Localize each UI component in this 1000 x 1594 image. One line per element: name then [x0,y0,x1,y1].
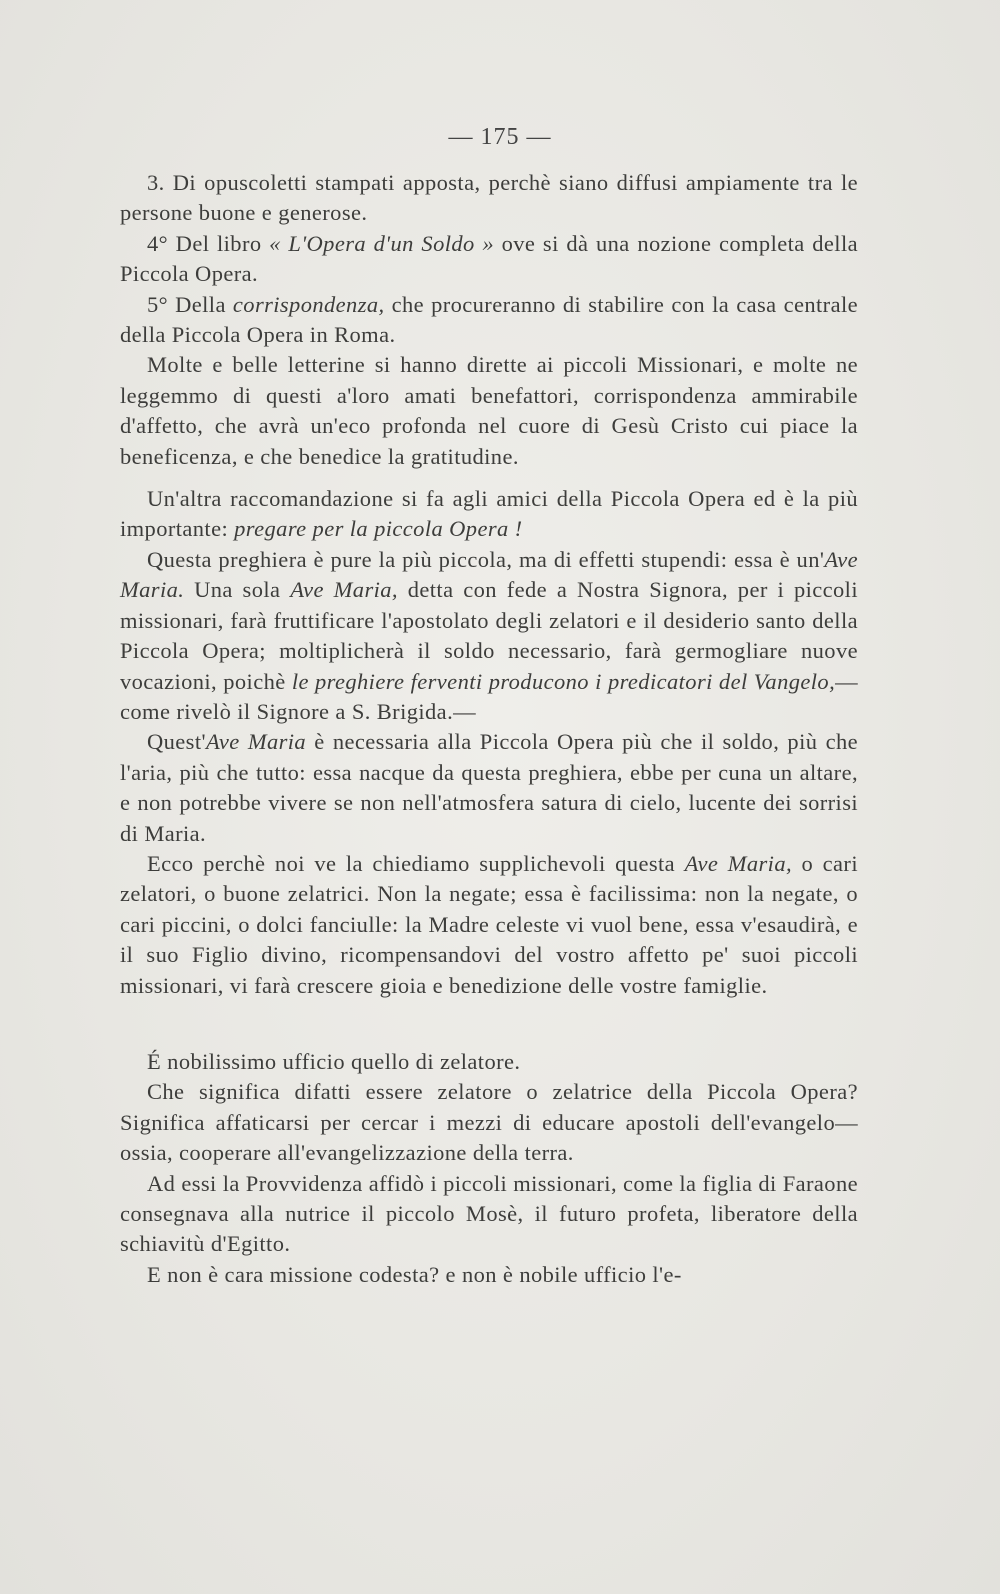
italic-text: corrispondenza, [232,291,385,317]
italic-text: « L'Opera d'un Soldo » [269,230,494,256]
paragraph: Quest'Ave Maria è necessaria alla Piccola Opera più che il soldo, più che l'aria, più che tutto: essa nacque da questa preghiera, ebbe per cuna un altare, e non potrebbe vivere se non nell'atmosfera satura di cielo, lucente dei sorrisi di Maria. [120,729,858,846]
italic-text: Ave Maria [205,729,307,755]
italic-text: pregare per la piccola Opera ! [234,516,523,542]
paragraph: Un'altra raccomandazione si fa agli amici della Piccola Opera ed è la più importante: pregare per la piccola Opera ! [120,486,858,542]
italic-text: Ave Maria, [684,850,793,876]
paragraph: 5° Della corrispondenza, che procureranno di stabilire con la casa centrale della Piccola Opera in Roma. [120,291,859,348]
paragraph: É nobilissimo ufficio quello di zelatore. [147,1048,521,1074]
paragraph: Che significa difatti essere zelatore o zelatrice della Piccola Opera? Significa affaticarsi per cercar i mezzi di educare apostoli dell'evangelo—ossia, cooperare all'evangelizzazione della terra. [120,1079,858,1166]
italic-text: Ave Maria, [290,577,398,603]
paragraph: Questa preghiera è pure la più piccola, ma di effetti stupendi: essa è un'Ave Maria. Una sola Ave Maria, detta con fede a Nostra Signora, per i piccoli missionari, farà fruttificare l'apostolato degli zelatori e il desiderio santo della Piccola Opera; moltiplicherà il soldo necessario, farà germogliare nuove vocazioni, poichè le preghiere ferventi producono i predicatori del Vangelo,— come rivelò il Signore a S. Brigida.— [120,546,859,724]
paragraph: 3. Di opuscoletti stampati apposta, perchè siano diffusi ampiamente tra le persone buone e generose. [120,170,858,226]
italic-text: Ave Maria. [120,546,858,603]
body-text [120,168,858,1290]
paragraph: 4° Del libro « L'Opera d'un Soldo » ove si dà una nozione completa della Piccola Opera. [120,230,858,287]
paragraph: Ecco perchè noi ve la chiediamo supplichevoli questa Ave Maria, o cari zelatori, o buone zelatrici. Non la negate; essa è facilissima: non la negate, o cari piccini, o dolci fanciulle: la Madre celeste vi vuol bene, essa v'esaudirà, e il suo Figlio divino, ricompensandovi del vostro affetto pe' suoi piccoli missionari, vi farà crescere gioia e benedizione delle vostre famiglie. [120,850,858,998]
paragraph: E non è cara missione codesta? e non è nobile ufficio l'e- [147,1261,682,1287]
italic-text: le preghiere ferventi producono i predicatori del Vangelo, [291,668,836,694]
paragraph: Molte e belle letterine si hanno dirette ai piccoli Missionari, e molte ne leggemmo di questi a'loro amati benefattori, corrispondenza ammirabile d'affetto, che avrà un'eco profonda nel cuore di Gesù Cristo cui piace la beneficenza, e che benedice la gratitudine. [120,352,858,469]
paragraph: Ad essi la Provvidenza affidò i piccoli missionari, come la figlia di Faraone consegnava alla nutrice il piccolo Mosè, il futuro profeta, liberatore della schiavitù d'Egitto. [120,1170,858,1257]
page-number: — 175 — [448,124,552,150]
